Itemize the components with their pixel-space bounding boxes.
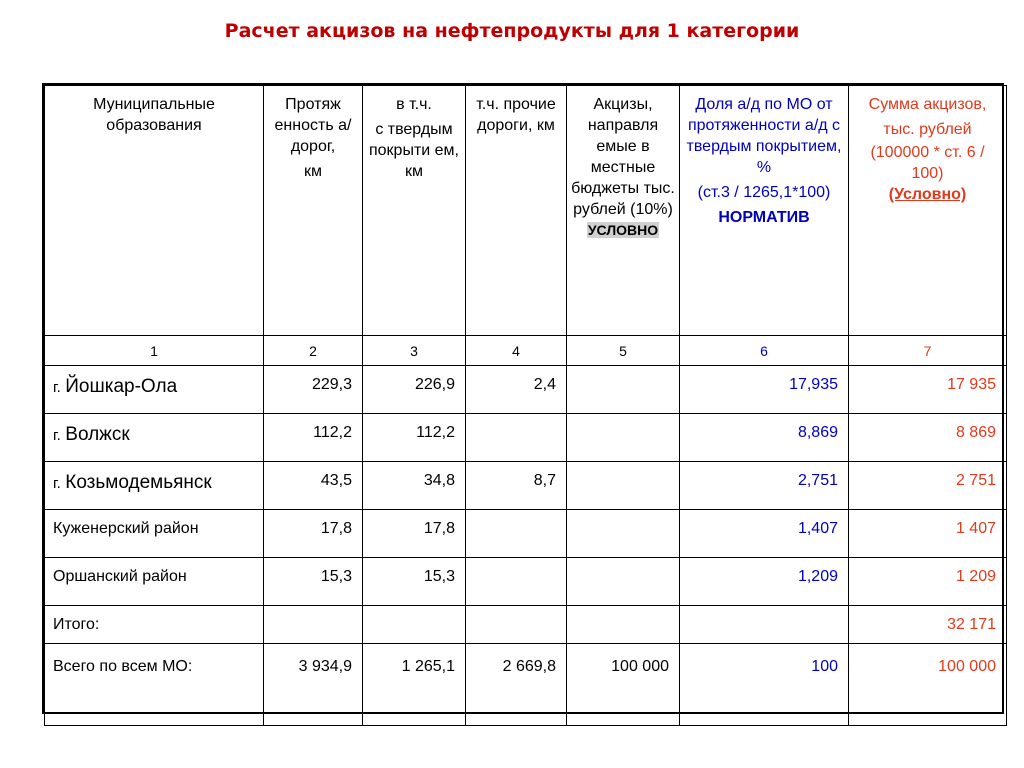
excises-cell: 100 000 [567, 644, 680, 726]
col-number: 3 [363, 336, 466, 366]
municipality-name: Оршанский район [45, 558, 264, 606]
road-length-cell: 229,3 [264, 366, 363, 414]
col-number: 2 [264, 336, 363, 366]
share-cell: 1,407 [680, 510, 849, 558]
excises-cell [567, 462, 680, 510]
hard-surface-cell: 17,8 [363, 510, 466, 558]
road-length-cell: 17,8 [264, 510, 363, 558]
excise-table-wrapper [42, 83, 1004, 714]
share-cell: 8,869 [680, 414, 849, 462]
excises-cell [567, 510, 680, 558]
other-roads-cell [466, 558, 567, 606]
col-number: 1 [45, 336, 264, 366]
col-number: 7 [849, 336, 1007, 366]
municipality-name: Куженерский район [45, 510, 264, 558]
header-road-length: Протяж енность а/дорог, км [264, 86, 363, 336]
header-excises-local: Акцизы, направля емые в местные бюджеты тыс. рублей (10%) УСЛОВНО [567, 86, 680, 336]
municipality-name: г. Волжск [45, 414, 264, 462]
excises-cell [567, 558, 680, 606]
excise-table [44, 85, 1007, 726]
page-title: Расчет акцизов на нефтепродукты для 1 категории [224, 20, 800, 42]
header-share-percent: Доля а/д по МО от протяженности а/д с твердым покрытием, % (ст.3 / 1265,1*100) НОРМАТИВ [680, 86, 849, 336]
header-hard-surface: в т.ч. с твердым покрыти ем, км [363, 86, 466, 336]
share-cell: 17,935 [680, 366, 849, 414]
share-cell: 2,751 [680, 462, 849, 510]
table-row [45, 462, 1007, 510]
table-row [45, 366, 1007, 414]
header-municipality: Муниципальные образования [45, 86, 264, 336]
road-length-cell: 43,5 [264, 462, 363, 510]
municipality-name: г. Йошкар-Ола [45, 366, 264, 414]
share-cell: 1,209 [680, 558, 849, 606]
hard-surface-cell: 226,9 [363, 366, 466, 414]
column-number-row [45, 336, 1007, 366]
table-row [45, 558, 1007, 606]
header-other-roads: т.ч. прочие дороги, км [466, 86, 567, 336]
table-row [45, 510, 1007, 558]
road-length-cell: 15,3 [264, 558, 363, 606]
grand-total-label: Всего по всем МО: [45, 644, 264, 726]
header-row [45, 86, 1007, 336]
table-row [45, 414, 1007, 462]
sum-cell: 17 935 [849, 366, 1007, 414]
road-length-cell: 112,2 [264, 414, 363, 462]
hard-surface-cell: 1 265,1 [363, 644, 466, 726]
conditional-badge: УСЛОВНО [587, 222, 659, 238]
road-length-cell: 3 934,9 [264, 644, 363, 726]
municipality-name: г. Козьмодемьянск [45, 462, 264, 510]
sum-cell: 8 869 [849, 414, 1007, 462]
total-sum-cell: 32 171 [849, 606, 1007, 644]
sum-cell: 2 751 [849, 462, 1007, 510]
sum-cell: 1 407 [849, 510, 1007, 558]
total-label: Итого: [45, 606, 264, 644]
other-roads-cell: 2 669,8 [466, 644, 567, 726]
other-roads-cell: 8,7 [466, 462, 567, 510]
other-roads-cell [466, 510, 567, 558]
hard-surface-cell: 112,2 [363, 414, 466, 462]
total-row [45, 606, 1007, 644]
share-cell: 100 [680, 644, 849, 726]
hard-surface-cell: 15,3 [363, 558, 466, 606]
col-number: 4 [466, 336, 567, 366]
normative-label: НОРМАТИВ [718, 209, 810, 226]
excises-cell [567, 366, 680, 414]
sum-cell: 100 000 [849, 644, 1007, 726]
col-number: 6 [680, 336, 849, 366]
excises-cell [567, 414, 680, 462]
conditional-label: (Условно) [888, 186, 967, 203]
other-roads-cell: 2,4 [466, 366, 567, 414]
sum-cell: 1 209 [849, 558, 1007, 606]
grand-total-row [45, 644, 1007, 726]
hard-surface-cell: 34,8 [363, 462, 466, 510]
col-number: 5 [567, 336, 680, 366]
header-excise-sum: Сумма акцизов, тыс. рублей (100000 * ст. 6 / 100) (Условно) [849, 86, 1007, 336]
other-roads-cell [466, 414, 567, 462]
